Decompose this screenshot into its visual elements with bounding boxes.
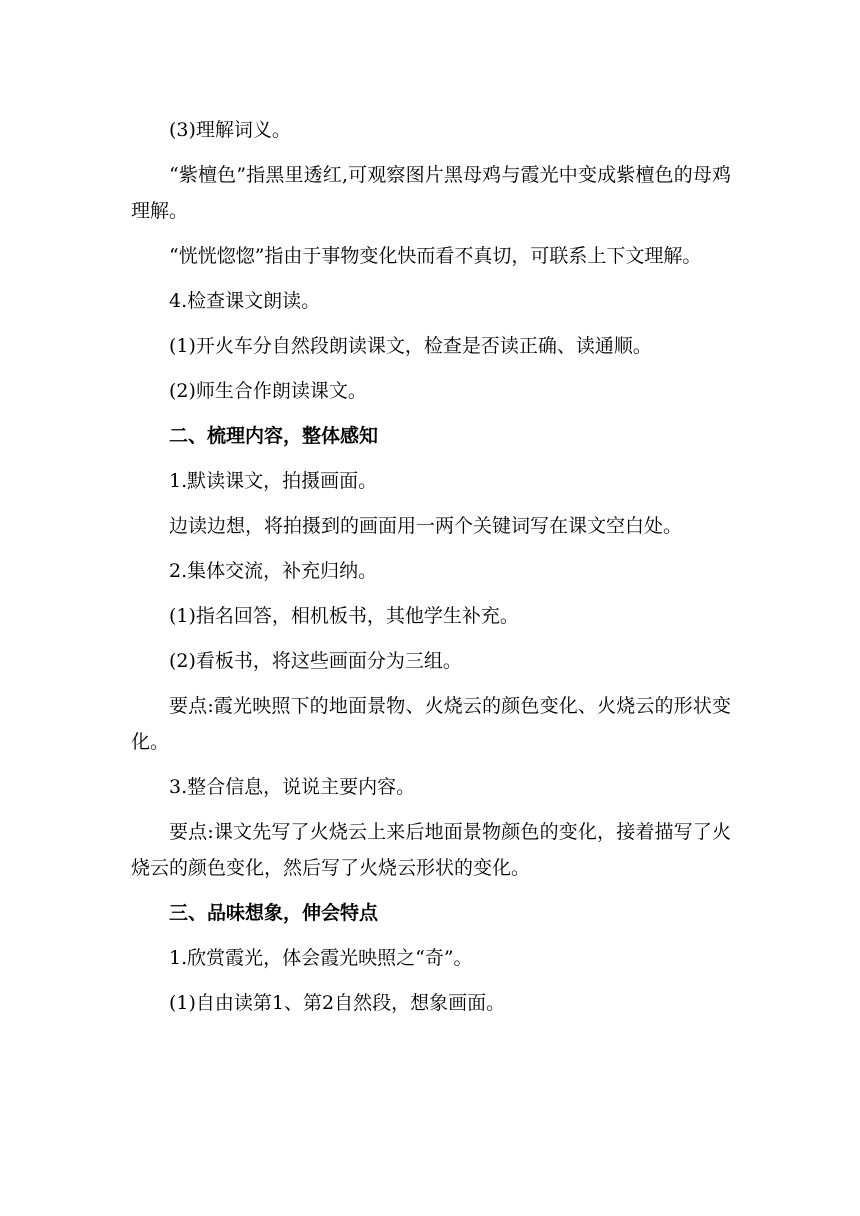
paragraph-board: (2)看板书，将这些画面分为三组。 xyxy=(169,650,462,672)
document-page xyxy=(131,112,731,1030)
paragraph-check-reading: 4.检查课文朗读。 xyxy=(169,290,321,312)
paragraph-integrate: 3.整合信息，说说主要内容。 xyxy=(169,776,416,798)
section-heading-2: 二、梳理内容，整体感知 xyxy=(169,425,379,447)
paragraph-free-reading: (1)自由读第1、第2自然段，想象画面。 xyxy=(169,992,506,1014)
paragraph-train-reading: (1)开火车分自然段朗读课文，检查是否读正确、读通顺。 xyxy=(169,335,652,357)
paragraph-key-point-2: 要点:课文先写了火烧云上来后地面景物颜色的变化，接着描写了火烧云的颜色变化，然后写了火烧云形状的变化。 xyxy=(131,821,731,879)
paragraph-group-exchange: 2.集体交流，补充归纳。 xyxy=(169,560,378,582)
paragraph-appreciate: 1.欣赏霞光，体会霞光映照之“奇”。 xyxy=(169,947,473,969)
paragraph-huanghuanghuhu: “恍恍惚惚”指由于事物变化快而看不真切，可联系上下文理解。 xyxy=(169,245,702,267)
paragraph-keywords: 边读边想，将拍摄到的画面用一两个关键词写在课文空白处。 xyxy=(169,515,683,537)
paragraph-zitanse: “紫檀色”指黑里透红,可观察图片黑母鸡与霞光中变成紫檀色的母鸡理解。 xyxy=(131,164,731,222)
paragraph-teacher-student-reading: (2)师生合作朗读课文。 xyxy=(169,380,367,402)
paragraph-silent-reading: 1.默读课文，拍摄画面。 xyxy=(169,470,378,492)
section-heading-3: 三、品味想象，伸会特点 xyxy=(169,902,379,924)
paragraph-answer: (1)指名回答，相机板书，其他学生补充。 xyxy=(169,605,519,627)
paragraph-key-point-1: 要点:霞光映照下的地面景物、火烧云的颜色变化、火烧云的形状变化。 xyxy=(131,695,731,753)
paragraph-understand-words: (3)理解词义。 xyxy=(169,119,291,141)
